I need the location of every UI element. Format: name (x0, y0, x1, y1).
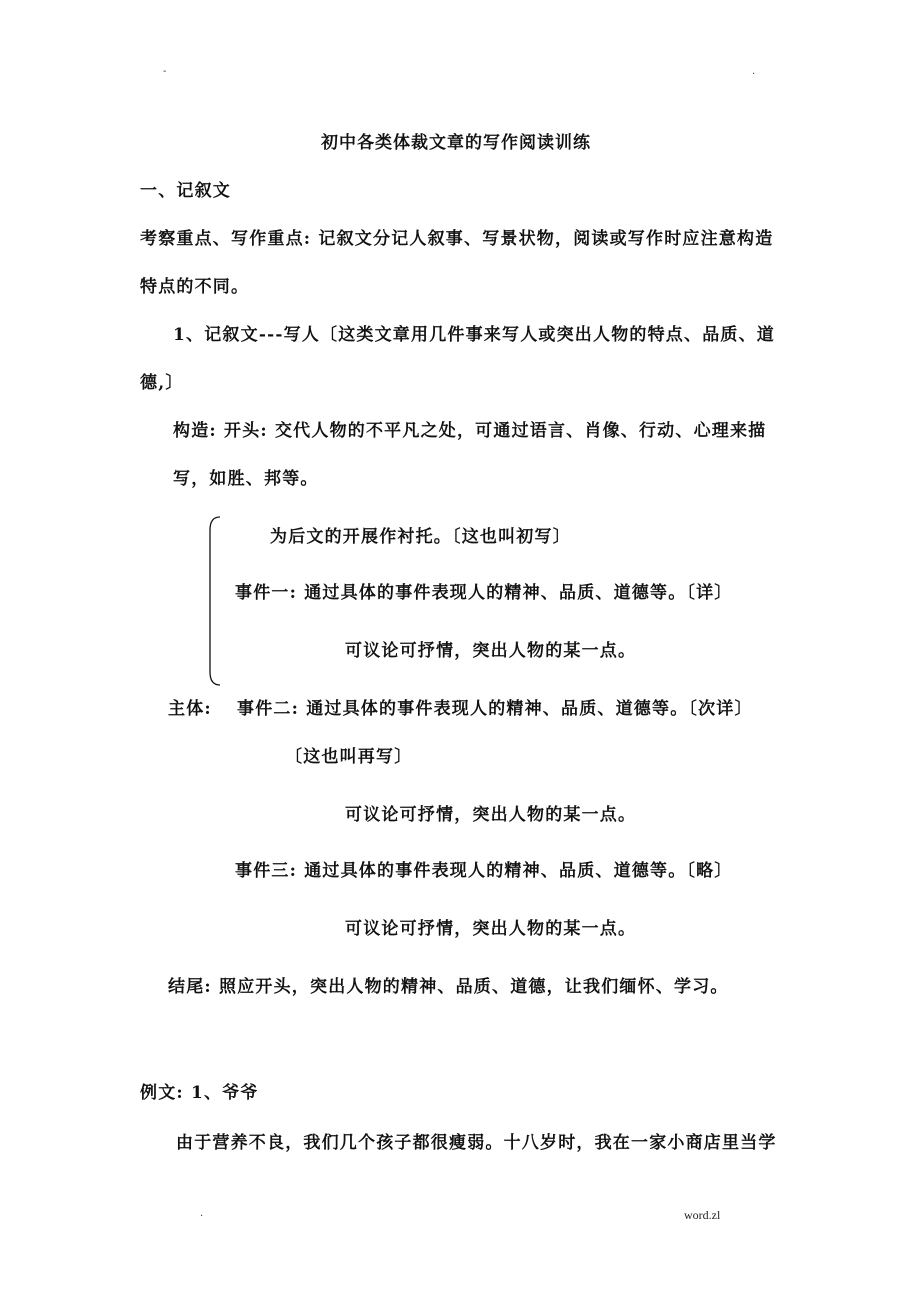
event-one-comment: 可议论可抒情，突出人物的某一点。 (345, 641, 637, 661)
section-heading-narrative: 一、记叙文 (140, 181, 231, 201)
event-two-comment: 可议论可抒情，突出人物的某一点。 (345, 805, 637, 825)
event-three-comment: 可议论可抒情，突出人物的某一点。 (345, 919, 637, 939)
structure-ending: 结尾: 照应开头，突出人物的精神、品质、道德，让我们缅怀、学习。 (168, 977, 729, 997)
event-two-note: 〔这也叫再写〕 (285, 747, 413, 767)
body-label: 主体: (168, 699, 212, 719)
event-three-text: 事件三: 通过具体的事件表现人的精神、品质、道德等。〔略〕 (235, 861, 733, 881)
structure-opening-line2: 写，如胜、邦等。 (173, 469, 319, 489)
structure-opening-line1: 构造: 开头: 交代人物的不平凡之处，可通过语言、肖像、行动、心理来描 (173, 421, 767, 441)
example-paragraph: 由于营养不良，我们几个孩子都很瘦弱。十八岁时，我在一家小商店里当学 (176, 1133, 777, 1153)
focus-text-line1: 考察重点、写作重点: 记叙文分记人叙事、写景状物，阅读或写作时应注意构造 (140, 229, 774, 249)
left-brace-icon (208, 516, 222, 686)
page-title: 初中各类体裁文章的写作阅读训练 (321, 133, 591, 153)
event-one-text: 事件一: 通过具体的事件表现人的精神、品质、道德等。〔详〕 (235, 583, 733, 603)
event-two-text: 事件二: 通过具体的事件表现人的精神、品质、道德等。〔次详〕 (237, 699, 753, 719)
footer-right-text: word.zl (684, 1208, 721, 1222)
focus-text-line2: 特点的不同。 (140, 277, 250, 297)
pre-event-text: 为后文的开展作衬托。〔这也叫初写〕 (270, 527, 571, 547)
subsection-heading-line1: 1、记叙文---写人〔这类文章用几件事来写人或突出人物的特点、品质、道 (173, 325, 775, 345)
footer-left-mark: . (200, 1208, 204, 1219)
header-left-mark: - (163, 66, 167, 77)
example-heading: 例文: 1、爷爷 (140, 1083, 259, 1103)
header-right-mark: . (752, 66, 756, 77)
subsection-heading-line2: 德,〕 (140, 373, 184, 393)
